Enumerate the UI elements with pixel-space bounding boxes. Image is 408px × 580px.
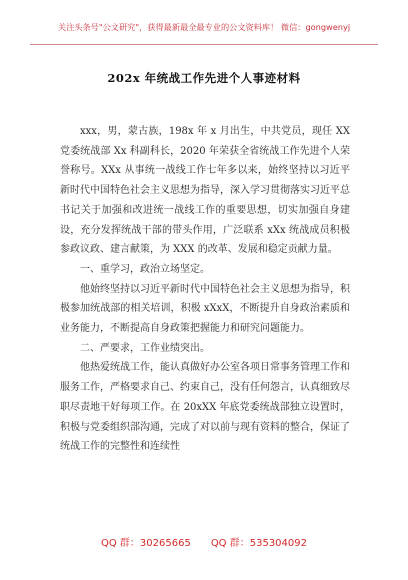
document-body	[60, 122, 350, 457]
header-divider	[30, 44, 378, 45]
paragraph-section-1: 他始终坚持以习近平新时代中国特色社会主义思想为指导，积极参加统战部的相关培训，积极 xXxX，不断提升自身政治素质和业务能力，不断提高自身政策把握能力和研究问题能力。	[60, 283, 350, 335]
document-title: 202x 年统战工作先进个人事迹材料	[107, 71, 301, 85]
section-heading-2: 二、严要求，工作业绩突出。	[80, 342, 210, 354]
footer-qq-group-2: QQ 群：535304092	[210, 538, 307, 549]
paragraph-intro: xxx，男，蒙古族，198x 年 x 月出生，中共党员，现任 XX 党委统战部 Xx 科副科长，2020 年荣获全省统战工作先进个人荣誉称号。XXx 从事统一战线工作七年多以来，始终坚持以习近平新时代中国特色社会主义思想为指导，深入学习贯彻落实习近平总书记关于加强和改进统一战线工作的重要思想，切实加强自身建设，充分发挥统战干部的带头作用，广泛联系 xXx 统战成员积极参政议政、建言献策，为 XXX 的改革、发展和稳定贡献力量。	[60, 126, 350, 256]
paragraph-section-2: 他热爱统战工作，能认真做好办公室各项日常事务管理工作和服务工作，严格要求自己、约束自己，没有任何怨言，认真细致尽职尽责地干好每项工作。在 20xXX 年底党委统战部独立设置时，积极与党委组织部沟通，完成了对以前与现有资料的整合，保证了统战工作的完整性和连续性	[60, 362, 350, 453]
footer-contact	[0, 534, 408, 549]
section-heading-1: 一、重学习，政治立场坚定。	[80, 263, 210, 275]
footer-qq-group-1: QQ 群：30265665	[100, 538, 191, 549]
header-banner: 关注头条号"公文研究"，获得最新最全最专业的公文资料库！ 微信：gongwenyj	[57, 22, 351, 32]
